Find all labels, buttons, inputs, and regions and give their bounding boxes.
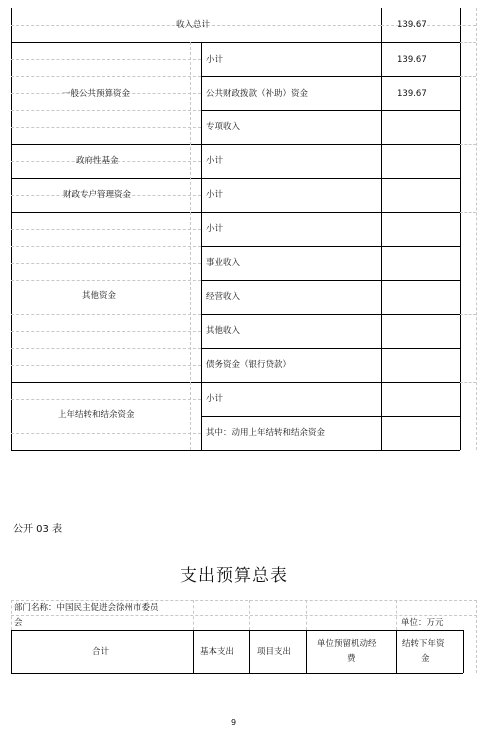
row-label: 小计 — [206, 190, 224, 200]
row-label: 其他收入 — [206, 326, 241, 336]
header-project: 项目支出 — [257, 647, 292, 657]
row-label: 小计 — [206, 55, 224, 65]
page-title: 支出预算总表 — [180, 566, 288, 586]
category-other-funds: 其他资金 — [82, 291, 117, 301]
row-label: 债务资金（银行贷款） — [206, 360, 292, 370]
header-carryover-cont: 金 — [421, 654, 430, 664]
row-label: 其中：动用上年结转和结余资金 — [206, 428, 326, 438]
header-carryover: 结转下年资 — [402, 639, 445, 649]
row-label: 小计 — [206, 156, 224, 166]
header-total: 合计 — [92, 647, 110, 657]
header-basic: 基本支出 — [200, 647, 235, 657]
row-label: 小计 — [206, 224, 224, 234]
header-unit-prep: 单位预留机动经 — [317, 639, 377, 649]
category-gov-fund: 政府性基金 — [76, 156, 119, 166]
department-name: 部门名称：中国民主促进会徐州市委员 — [14, 603, 159, 613]
unit-label: 单位：万元 — [401, 618, 444, 628]
category-carryover: 上年结转和结余资金 — [58, 410, 135, 420]
row-label: 事业收入 — [206, 258, 241, 268]
department-name-cont: 会 — [14, 618, 23, 628]
row-value: 139.67 — [397, 55, 427, 65]
row-label: 经营收入 — [206, 292, 241, 302]
category-general-budget: 一般公共预算资金 — [62, 89, 131, 99]
row-label: 公共财政拨款（补助）资金 — [206, 89, 309, 99]
page-number: 9 — [231, 718, 237, 727]
row-value: 139.67 — [397, 89, 427, 99]
row-label: 小计 — [206, 394, 224, 404]
header-unit-prep-cont: 费 — [347, 654, 356, 664]
category-special-account: 财政专户管理资金 — [63, 190, 132, 200]
row-label: 专项收入 — [206, 122, 241, 132]
total-value: 139.67 — [397, 20, 427, 30]
total-label: 收入总计 — [176, 20, 211, 30]
form-code: 公开 03 表 — [13, 524, 63, 535]
